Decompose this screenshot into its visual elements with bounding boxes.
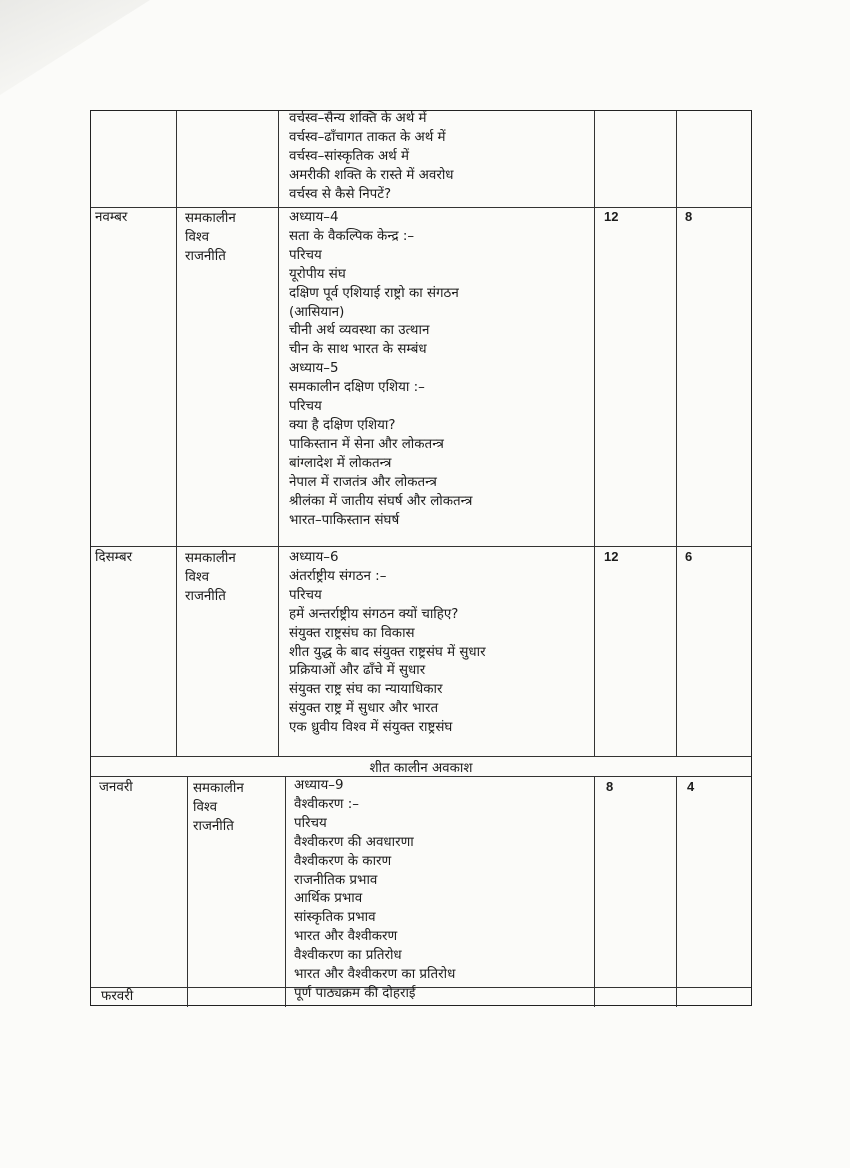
topic-line: अध्याय–6 bbox=[289, 550, 339, 565]
topics-cell bbox=[289, 110, 454, 205]
topic-line: संयुक्त राष्ट्र में सुधार और भारत bbox=[289, 701, 439, 717]
topic-line: वैश्वीकरण के कारण bbox=[294, 853, 392, 869]
topic-line: परिचय bbox=[289, 399, 322, 415]
topic-line: नेपाल में राजतंत्र और लोकतन्त्र bbox=[289, 474, 437, 490]
topic-line: अध्याय–9 bbox=[294, 778, 344, 793]
marks-cell: 4 bbox=[687, 779, 695, 794]
topic-line: (आसियान) bbox=[289, 304, 345, 320]
marks-cell: 6 bbox=[685, 549, 693, 564]
topic-line: वर्चस्व–ढाँचागत ताकत के अर्थ में bbox=[289, 129, 446, 145]
topic-line: वैश्वीकरण की अवधारणा bbox=[294, 834, 414, 850]
topic-line: संयुक्त राष्ट्रसंघ का विकास bbox=[289, 625, 415, 641]
topic-line: भारत और वैश्वीकरण bbox=[294, 929, 398, 945]
row-divider bbox=[91, 546, 751, 547]
topic-line: भारत–पाकिस्तान संघर्ष bbox=[289, 512, 400, 528]
topic-line: वर्चस्व से कैसे निपटें? bbox=[289, 186, 392, 202]
subject-line: समकालीन bbox=[193, 781, 244, 796]
topic-line: क्या है दक्षिण एशिया? bbox=[289, 417, 396, 433]
topic-line: चीनी अर्थ व्यवस्था का उत्थान bbox=[289, 323, 430, 339]
topic-line: वैश्वीकरण का प्रतिरोध bbox=[294, 948, 402, 964]
subject-line: राजनीति bbox=[185, 249, 226, 264]
topic-line: दक्षिण पूर्व एशियाई राष्ट्रो का संगठन bbox=[289, 285, 459, 301]
topic-line: वर्चस्व–सांस्कृतिक अर्थ में bbox=[289, 148, 410, 164]
topics-cell bbox=[289, 549, 486, 738]
topic-line: यूरोपीय संघ bbox=[289, 266, 346, 282]
topic-line: वर्चस्व–सैन्य शक्ति के अर्थ में bbox=[289, 111, 427, 126]
topic-line: भारत और वैश्वीकरण का प्रतिरोध bbox=[294, 967, 456, 983]
subject-line: विश्व bbox=[193, 800, 218, 815]
topic-line: परिचय bbox=[294, 815, 327, 831]
topic-line: शीत युद्ध के बाद संयुक्त राष्ट्रसंघ में सुधार bbox=[289, 644, 486, 660]
subject-cell bbox=[193, 779, 244, 836]
subject-line: विश्व bbox=[185, 570, 210, 585]
subject-cell bbox=[185, 549, 236, 606]
month-cell: दिसम्बर bbox=[95, 550, 133, 565]
topic-line: हमें अन्तर्राष्ट्रीय संगठन क्यों चाहिए? bbox=[289, 606, 459, 622]
periods-cell: 8 bbox=[606, 779, 614, 794]
periods-cell: 12 bbox=[604, 209, 619, 224]
topic-line: प्रक्रियाओं और ढाँचे में सुधार bbox=[289, 663, 426, 679]
subject-line: राजनीति bbox=[193, 819, 234, 834]
subject-cell bbox=[185, 209, 236, 266]
col-divider bbox=[285, 776, 286, 1007]
topic-line: अध्याय–4 bbox=[289, 210, 339, 225]
subject-line: समकालीन bbox=[185, 551, 236, 566]
syllabus-table bbox=[90, 110, 752, 1006]
row-divider bbox=[91, 756, 751, 757]
col-divider bbox=[676, 776, 677, 1007]
topic-line: परिचय bbox=[289, 587, 322, 603]
winter-vacation-banner: शीत कालीन अवकाश bbox=[369, 761, 473, 776]
month-cell: फरवरी bbox=[101, 989, 134, 1004]
subject-line: विश्व bbox=[185, 230, 210, 245]
topic-line: पूर्ण पाठ्यक्रम की दोहराई bbox=[294, 986, 416, 1001]
row-divider bbox=[91, 987, 751, 988]
topic-line: सता के वैकल्पिक केन्द्र :– bbox=[289, 228, 415, 244]
subject-line: राजनीति bbox=[185, 589, 226, 604]
topic-line: वैश्वीकरण :– bbox=[294, 796, 359, 812]
topic-line: अध्याय–5 bbox=[289, 361, 339, 377]
topic-line: पाकिस्तान में सेना और लोकतन्त्र bbox=[289, 436, 444, 452]
page-fold-shadow bbox=[0, 0, 150, 95]
topics-cell bbox=[294, 985, 416, 1004]
topic-line: राजनीतिक प्रभाव bbox=[294, 872, 378, 888]
topics-cell bbox=[289, 209, 472, 530]
topic-line: संयुक्त राष्ट्र संघ का न्यायाधिकार bbox=[289, 682, 443, 698]
topic-line: अंतर्राष्ट्रीय संगठन :– bbox=[289, 568, 387, 584]
row-divider bbox=[91, 207, 751, 208]
periods-cell: 12 bbox=[604, 549, 619, 564]
topic-line: सांस्कृतिक प्रभाव bbox=[294, 910, 376, 926]
topic-line: श्रीलंका में जातीय संघर्ष और लोकतन्त्र bbox=[289, 493, 473, 509]
topic-line: परिचय bbox=[289, 247, 322, 263]
topic-line: एक ध्रुवीय विश्व में संयुक्त राष्ट्रसंघ bbox=[289, 720, 453, 736]
topic-line: आर्थिक प्रभाव bbox=[294, 891, 363, 907]
topic-line: अमरीकी शक्ति के रास्ते में अवरोध bbox=[289, 167, 454, 183]
col-divider bbox=[594, 776, 595, 1007]
topic-line: समकालीन दक्षिण एशिया :– bbox=[289, 380, 425, 396]
subject-line: समकालीन bbox=[185, 211, 236, 226]
marks-cell: 8 bbox=[685, 209, 693, 224]
col-divider bbox=[187, 776, 188, 1007]
topics-cell bbox=[294, 777, 455, 985]
month-cell: जनवरी bbox=[99, 780, 133, 795]
topic-line: बांग्लादेश में लोकतन्त्र bbox=[289, 455, 392, 471]
month-cell: नवम्बर bbox=[95, 210, 128, 225]
topic-line: चीन के साथ भारत के सम्बंध bbox=[289, 342, 427, 358]
